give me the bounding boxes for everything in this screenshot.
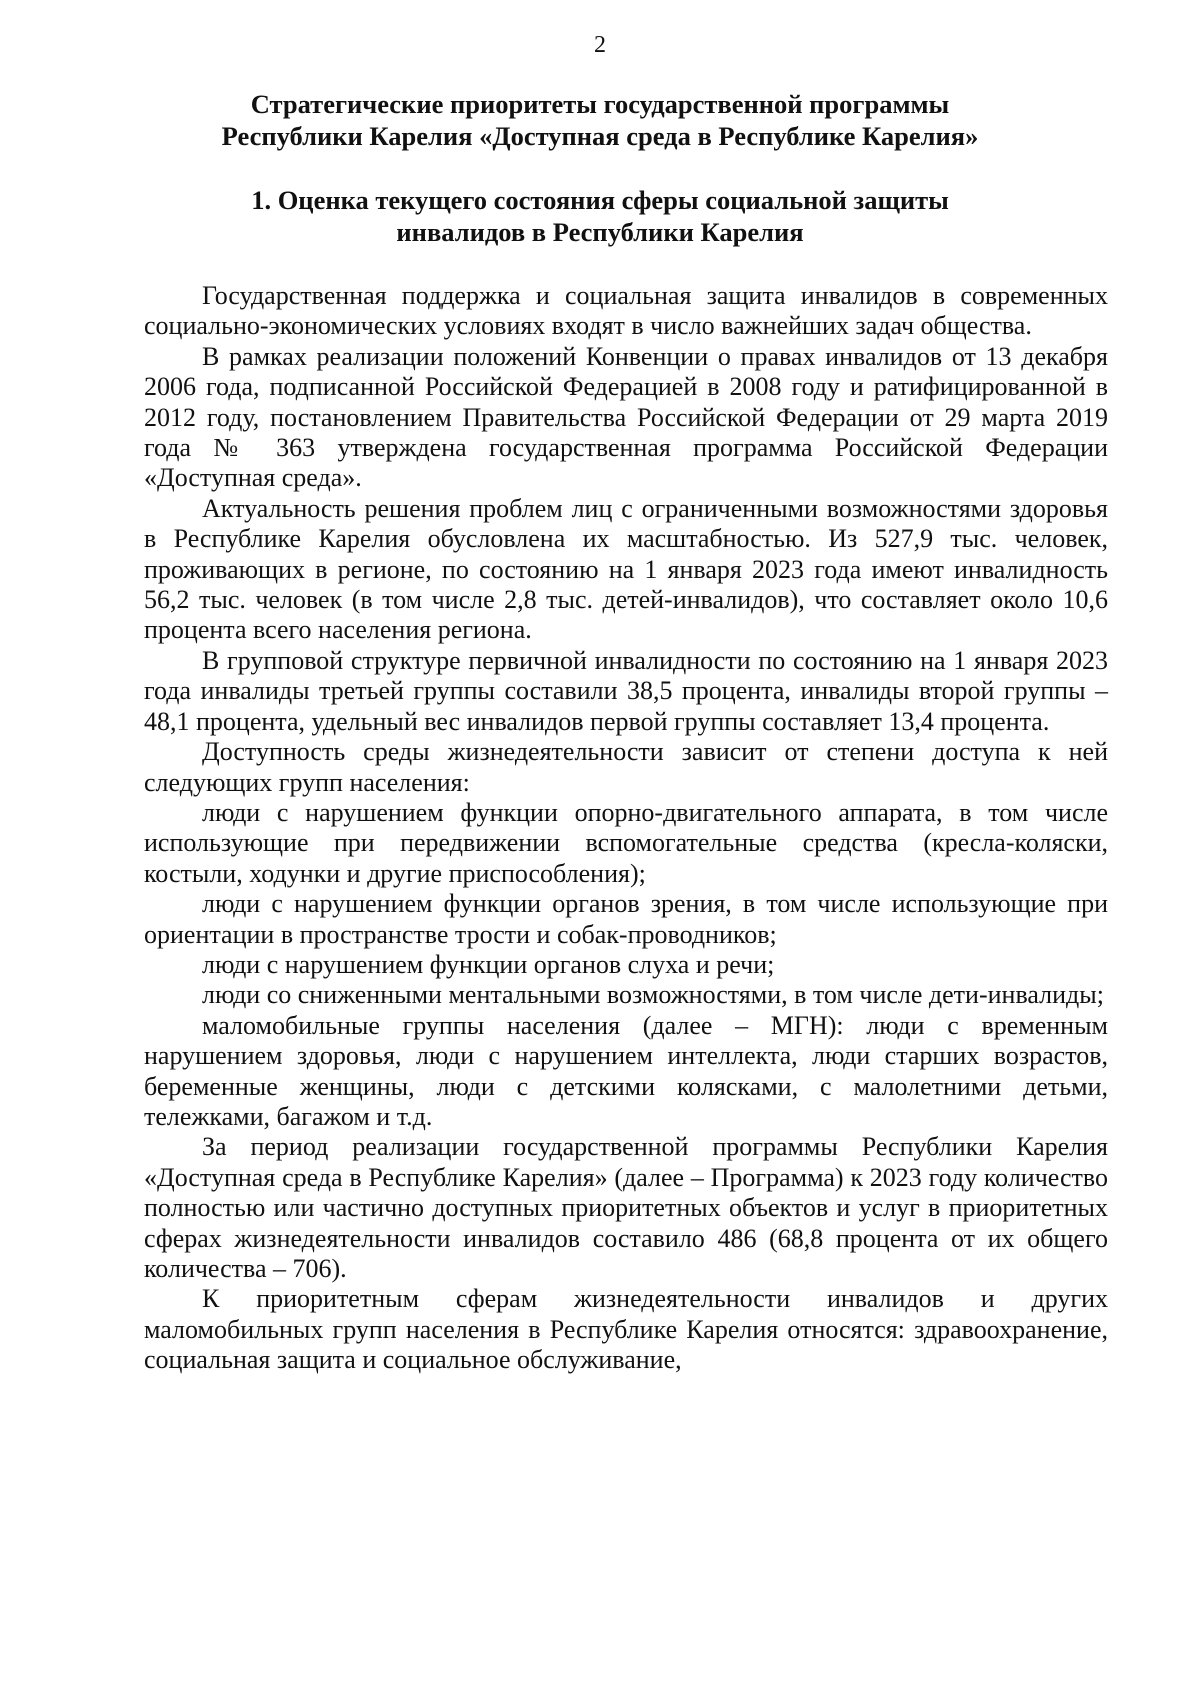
paragraph-intro: Государственная поддержка и социальная защита инвалидов в современных социально-экономических условиях входят в число важнейших задач общества. [144, 281, 1108, 341]
body-text [144, 281, 1108, 1376]
paragraph-convention: В рамках реализации положений Конвенции о правах инвалидов от 13 декабря 2006 года, подписанной Российской Федерацией в 2008 году и ратифицированной в 2012 году, постановлением Правительства Российской Федерации от 29 марта 2019 года № 363 утверждена государственная программа Российской Федерации «Доступная среда». [144, 341, 1108, 493]
section-heading-line-2: инвалидов в Республики Карелия [396, 217, 804, 247]
page-number: 2 [594, 32, 606, 58]
paragraph-priority-spheres: К приоритетным сферам жизнедеятельности инвалидов и других маломобильных групп населения в Республике Карелия относятся: здравоохранение, социальная защита и социальное обслуживание, [144, 1284, 1108, 1375]
paragraph-program-results: За период реализации государственной программы Республики Карелия «Доступная среда в Республике Карелия» (далее – Программа) к 2023 году количество полностью или частично доступных приоритетных объектов и услуг в приоритетных сферах жизнедеятельности инвалидов составило 486 (68,8 процента от их общего количества – 706). [144, 1132, 1108, 1283]
section-heading [170, 184, 1030, 248]
section-heading-line-1: 1. Оценка текущего состояния сферы социальной защиты [251, 185, 949, 215]
paragraph-statistics: Актуальность решения проблем лиц с ограниченными возможностями здоровья в Республике Карелия обусловлена их масштабностью. Из 527,9 тыс. человек, проживающих в регионе, по состоянию на 1 января 2023 года имеют инвалидность 56,2 тыс. человек (в том числе 2,8 тыс. детей-инвалидов), что составляет около 10,6 процента всего населения региона. [144, 493, 1108, 645]
list-item-vision: люди с нарушением функции органов зрения, в том числе использующие при ориентации в пространстве трости и собак-проводников; [144, 889, 1108, 949]
document-title-line-1: Стратегические приоритеты государственной программы [250, 89, 950, 119]
list-item-mental: люди со сниженными ментальными возможностями, в том числе дети-инвалиды; [202, 980, 1104, 1010]
list-item-low-mobility: маломобильные группы населения (далее – МГН): люди с временным нарушением здоровья, люди с нарушением интеллекта, люди старших возрастов, беременные женщины, люди с детскими колясками, с малолетними детьми, тележками, багажом и т.д. [144, 1010, 1108, 1131]
document-title-line-2: Республики Карелия «Доступная среда в Республике Карелия» [221, 121, 979, 151]
list-item-hearing-speech: люди с нарушением функции органов слуха и речи; [202, 949, 775, 979]
list-item-musculoskeletal: люди с нарушением функции опорно-двигательного аппарата, в том числе использующие при передвижении вспомогательные средства (кресла-коляски, костыли, ходунки и другие приспособления); [144, 797, 1108, 888]
paragraph-accessibility: Доступность среды жизнедеятельности зависит от степени доступа к ней следующих групп населения: [144, 737, 1108, 797]
document-title [170, 88, 1030, 152]
paragraph-disability-groups: В групповой структуре первичной инвалидности по состоянию на 1 января 2023 года инвалиды третьей группы составили 38,5 процента, инвалиды второй группы – 48,1 процента, удельный вес инвалидов первой группы составляет 13,4 процента. [144, 645, 1108, 736]
